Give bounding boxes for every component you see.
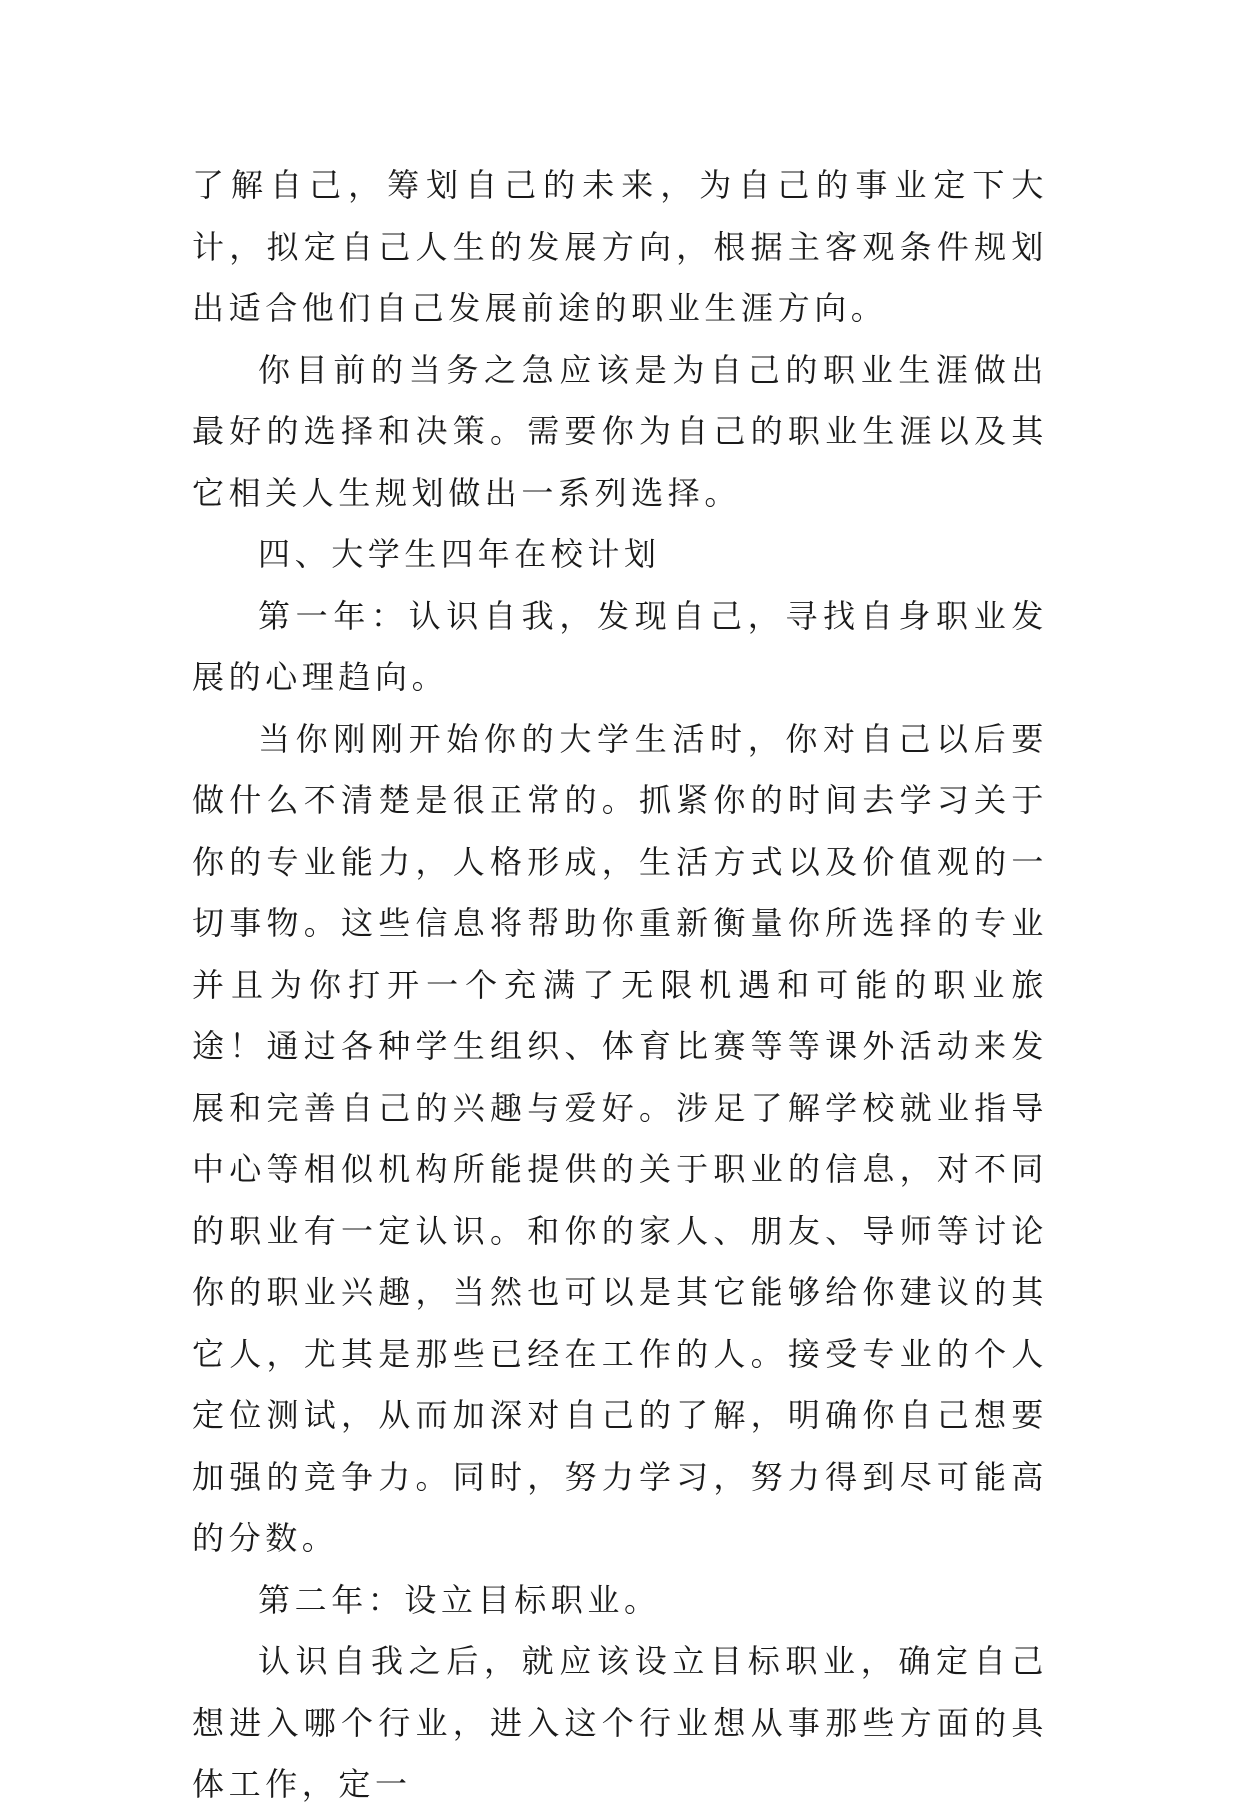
paragraph-year-one-body: 当你刚刚开始你的大学生活时，你对自己以后要做什么不清楚是很正常的。抓紧你的时间去学习关于你的专业能力，人格形成，生活方式以及价值观的一切事物。这些信息将帮助你重新衡量你所选择的专业并且为你打开一个充满了无限机遇和可能的职业旅途！通过各种学生组织、体育比赛等等课外活动来发展和完善自己的兴趣与爱好。涉足了解学校就业指导中心等相似机构所能提供的关于职业的信息，对不同的职业有一定认识。和你的家人、朋友、导师等讨论你的职业兴趣，当然也可以是其它能够给你建议的其它人，尤其是那些已经在工作的人。接受专业的个人定位测试，从而加深对自己的了解，明确你自己想要加强的竞争力。同时，努力学习，努力得到尽可能高的分数。: [192, 719, 1048, 1557]
paragraph-year-two-body: 认识自我之后，就应该设立目标职业，确定自己想进入哪个行业，进入这个行业想从事那些方面的具体工作，定一: [192, 1642, 1048, 1803]
paragraph-intro-continuation: 了解自己，筹划自己的未来，为自己的事业定下大计，拟定自己人生的发展方向，根据主客观条件规划出适合他们自己发展前途的职业生涯方向。: [192, 166, 1048, 327]
paragraph-year-one-heading: 第一年：认识自我，发现自己，寻找自身职业发展的心理趋向。: [192, 596, 1048, 696]
paragraph-year-two-heading: 第二年：设立目标职业。: [258, 1580, 661, 1619]
section-heading-four-year-plan: 四、大学生四年在校计划: [258, 535, 661, 573]
paragraph-urgent-task: 你目前的当务之急应该是为自己的职业生涯做出最好的选择和决策。需要你为自己的职业生涯以及其它相关人生规划做出一系列选择。: [192, 350, 1048, 512]
document-body: [192, 155, 1048, 1816]
